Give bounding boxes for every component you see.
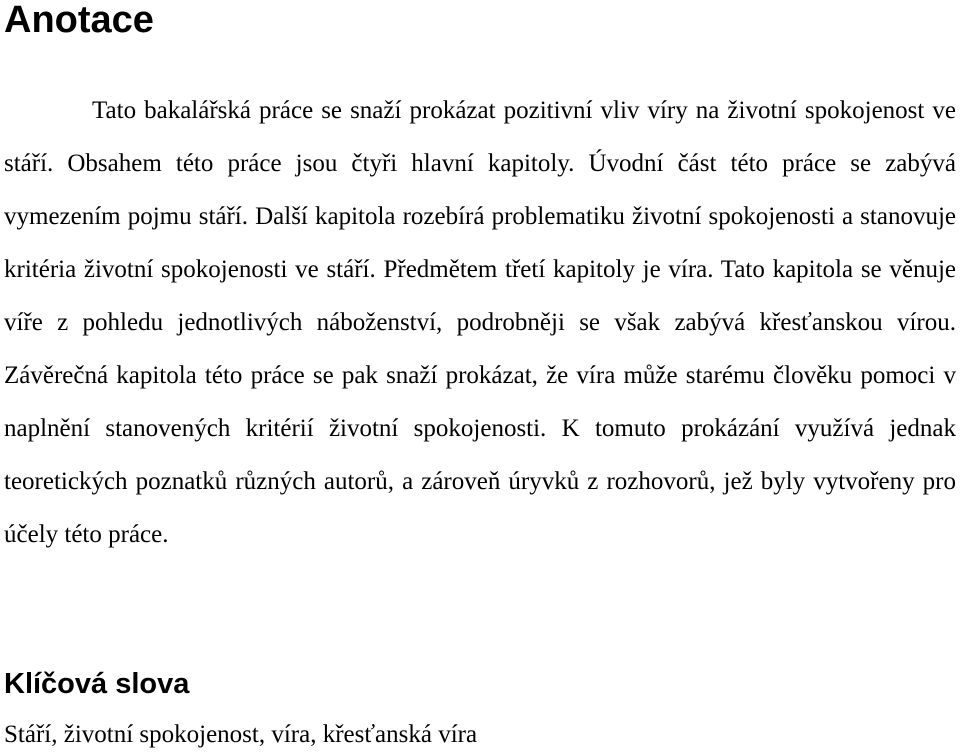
annotation-paragraph: Tato bakalářská práce se snaží prokázat pozitivní vliv víry na životní spokojenost ve stáří. Obsahem této práce jsou čtyři hlavní kapitoly. Úvodní část této práce se zabývá vymezením pojmu stáří. Další kapitola rozebírá problematiku životní spokojenosti a stanovuje kritéria životní spokojenosti ve stáří. Předmětem třetí kapitoly je víra. Tato kapitola se věnuje víře z pohledu jednotlivých náboženství, podrobněji se však zabývá křesťanskou vírou. Závěrečná kapitola této práce se pak snaží prokázat, že víra může starému člověku pomoci v naplnění stanovených kritérií životní spokojenosti. K tomuto prokázání využívá jednak teoretických poznatků různých autorů, a zároveň úryvků z rozhovorů, jež byly vytvořeny pro účely této práce. bbox=[4, 97, 956, 548]
annotation-heading: Anotace bbox=[4, 0, 154, 41]
keywords-heading: Klíčová slova bbox=[4, 668, 190, 700]
keywords-list: Stáří, životní spokojenost, víra, křesťanská víra bbox=[4, 721, 478, 748]
